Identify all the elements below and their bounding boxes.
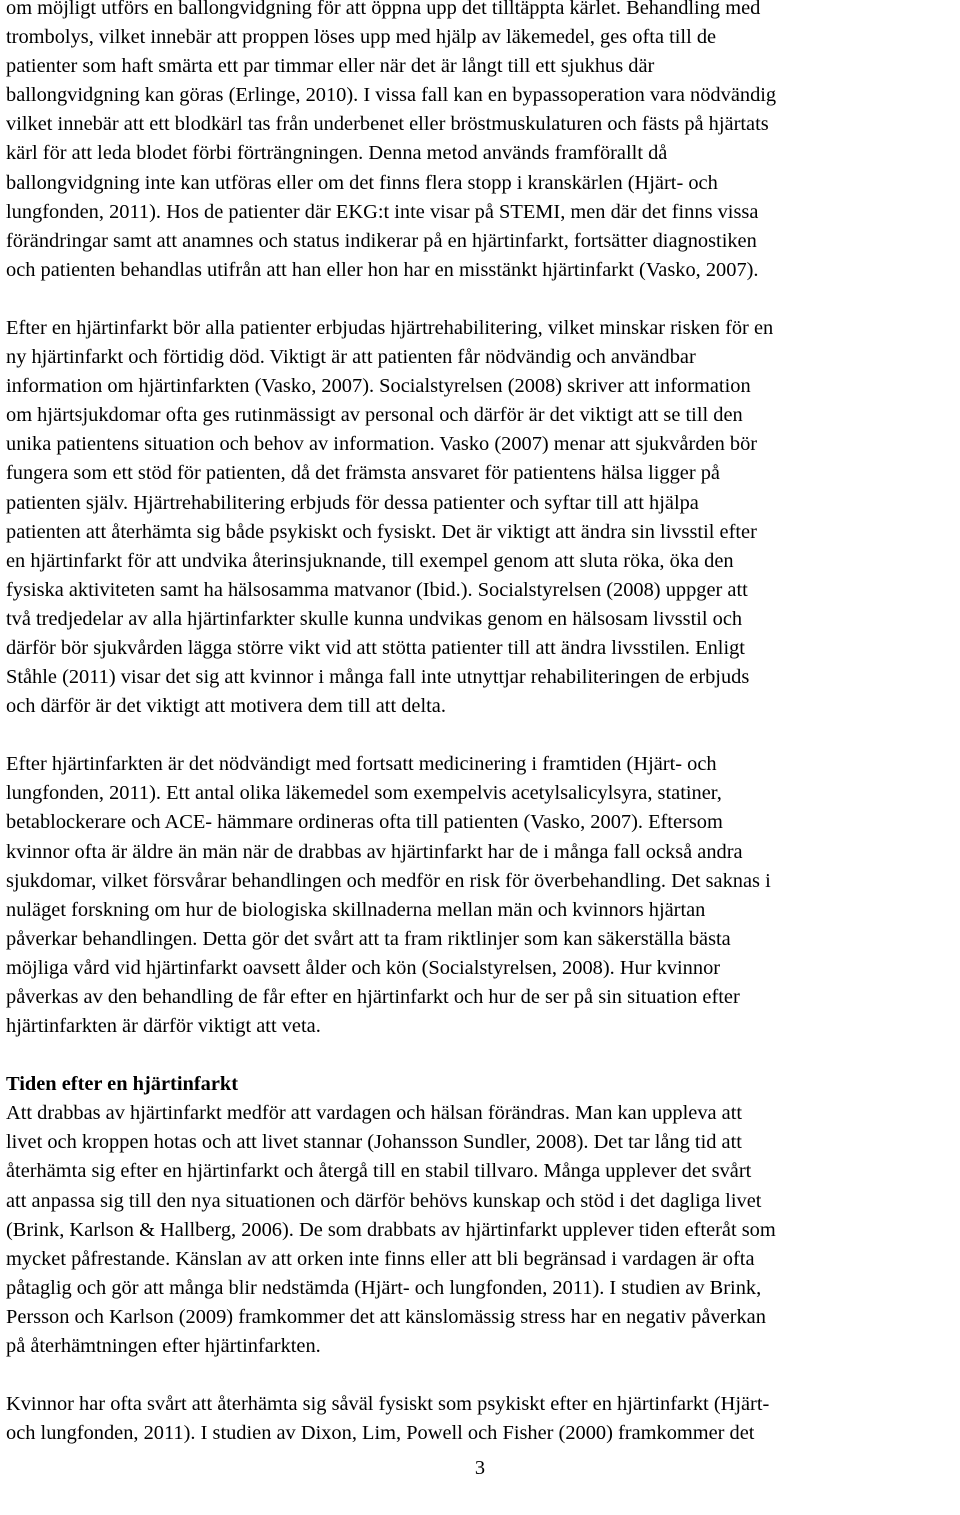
paragraph-spacer: [6, 1361, 956, 1390]
text-line: patienten att återhämta sig både psykiskt och fysiskt. Det är viktigt att ändra sin livsstil efter: [6, 520, 757, 543]
text-line: unika patientens situation och behov av information. Vasko (2007) menar att sjukvården bör: [6, 433, 758, 456]
text-line: Ståhle (2011) visar det sig att kvinnor i många fall inte utnyttjar rehabiliteringen de erbjuds: [6, 666, 750, 689]
text-line: Kvinnor har ofta svårt att återhämta sig såväl fysiskt som psykiskt efter en hjärtinfarkt (Hjärt-: [6, 1393, 770, 1416]
text-line: Efter hjärtinfarkten är det nödvändigt med fortsatt medicinering i framtiden (Hjärt- och: [6, 753, 717, 776]
text-line: nuläget forskning om hur de biologiska skillnaderna mellan män och kvinnors hjärtan: [6, 898, 706, 921]
text-line: trombolys, vilket innebär att proppen löses upp med hjälp av läkemedel, ges ofta till de: [6, 26, 717, 49]
paragraph-medication: [6, 750, 956, 1041]
text-line: vilket innebär att ett blodkärl tas från underbenet eller bröstmuskulaturen och fästs på hjärtats: [6, 113, 769, 136]
text-line: ballongvidgning kan göras (Erlinge, 2010). I vissa fall kan en bypassoperation vara nödvändig: [6, 84, 777, 107]
text-line: förändringar samt att anamnes och status indikerar på en hjärtinfarkt, fortsätter diagnostiken: [6, 229, 757, 252]
text-line: information om hjärtinfarkten (Vasko, 2007). Socialstyrelsen (2008) skriver att information: [6, 375, 751, 398]
page-number: 3: [474, 1457, 486, 1479]
text-line: på återhämtningen efter hjärtinfarkten.: [6, 1335, 321, 1358]
document-page: [6, 0, 956, 1448]
text-line: och lungfonden, 2011). I studien av Dixon, Lim, Powell och Fisher (2000) framkommer det: [6, 1422, 755, 1445]
text-line: lungfonden, 2011). Ett antal olika läkemedel som exempelvis acetylsalicylsyra, statiner,: [6, 782, 722, 805]
text-line: återhämta sig efter en hjärtinfarkt och återgå till en stabil tillvaro. Många upplever det svårt: [6, 1160, 752, 1183]
text-line: patienter som haft smärta ett par timmar eller när det är långt till ett sjukhus där: [6, 55, 655, 78]
paragraph-recovery: [6, 1099, 956, 1361]
section-heading: Tiden efter en hjärtinfarkt: [6, 1073, 239, 1096]
text-line: Att drabbas av hjärtinfarkt medför att vardagen och hälsan förändras. Man kan uppleva att: [6, 1102, 743, 1125]
text-line: Persson och Karlson (2009) framkommer det att känslomässig stress har en negativ påverkan: [6, 1305, 766, 1328]
text-line: en hjärtinfarkt för att undvika återinsjuknande, till exempel genom att sluta röka, öka den: [6, 549, 734, 572]
text-line: fungera som ett stöd för patienten, då det främsta ansvaret för patientens hälsa ligger på: [6, 462, 720, 485]
text-line: betablockerare och ACE- hämmare ordineras ofta till patienten (Vasko, 2007). Eftersom: [6, 811, 723, 834]
text-line: att anpassa sig till den nya situationen och därför behövs kunskap och stöd i det dagliga livet: [6, 1189, 762, 1212]
text-line: (Brink, Karlson & Hallberg, 2006). De som drabbats av hjärtinfarkt upplever tiden efteråt som: [6, 1218, 776, 1241]
text-line: och därför är det viktigt att motivera dem till att delta.: [6, 695, 446, 718]
paragraph-women-recovery: [6, 1390, 956, 1448]
text-line: om hjärtsjukdomar ofta ges rutinmässigt av personal och därför är det viktigt att se till den: [6, 404, 743, 427]
text-line: mycket påfrestande. Känslan av att orken inte finns eller att bli begränsad i vardagen är ofta: [6, 1247, 755, 1270]
paragraph-spacer: [6, 1041, 956, 1070]
text-line: möjliga vård vid hjärtinfarkt oavsett ålder och kön (Socialstyrelsen, 2008). Hur kvinnor: [6, 956, 721, 979]
text-line: om möjligt utförs en ballongvidgning för att öppna upp det tilltäppta kärlet. Behandling med: [6, 0, 761, 19]
text-line: påverkas av den behandling de får efter en hjärtinfarkt och hur de ser på sin situation efter: [6, 986, 740, 1008]
text-line: Efter en hjärtinfarkt bör alla patienter erbjudas hjärtrehabilitering, vilket minskar risken för en: [6, 316, 774, 339]
text-line: livet och kroppen hotas och att livet stannar (Johansson Sundler, 2008). Det tar lång tid att: [6, 1131, 742, 1154]
text-line: därför bör sjukvården lägga större vikt vid att stötta patienter till att ändra livsstilen. Enligt: [6, 636, 745, 659]
text-line: två tredjedelar av alla hjärtinfarkter skulle kunna undvikas genom en hälsosam livsstil och: [6, 607, 743, 630]
text-line: lungfonden, 2011). Hos de patienter där EKG:t inte visar på STEMI, men där det finns vissa: [6, 200, 759, 223]
paragraph-rehabilitation: [6, 314, 956, 721]
text-line: kvinnor ofta är äldre än män när de drabbas av hjärtinfarkt har de i många fall också andra: [6, 840, 743, 863]
paragraph-treatment: [6, 0, 956, 285]
paragraph-spacer: [6, 285, 956, 314]
text-line: fysiska aktiviteten samt ha hälsosamma matvanor (Ibid.). Socialstyrelsen (2008) uppger att: [6, 578, 748, 601]
text-line: och patienten behandlas utifrån att han eller hon har en misstänkt hjärtinfarkt (Vasko, 2007).: [6, 258, 759, 281]
text-line: hjärtinfarkten är därför viktigt att veta.: [6, 1015, 321, 1038]
text-line: ny hjärtinfarkt och förtidig död. Viktigt är att patienten får nödvändig och användbar: [6, 346, 696, 369]
text-line: ballongvidgning inte kan utföras eller om det finns flera stopp i kranskärlen (Hjärt- och: [6, 171, 718, 194]
text-line: påverkar behandlingen. Detta gör det svårt att ta fram riktlinjer som kan säkerställa bästa: [6, 927, 731, 950]
paragraph-spacer: [6, 721, 956, 750]
text-line: kärl för att leda blodet förbi förträngningen. Denna metod används framförallt då: [6, 142, 668, 165]
text-line: påtaglig och gör att många blir nedstämda (Hjärt- och lungfonden, 2011). I studien av Brink,: [6, 1276, 762, 1299]
text-line: sjukdomar, vilket försvårar behandlingen och medför en risk för överbehandling. Det saknas i: [6, 869, 771, 892]
text-line: patienten själv. Hjärtrehabilitering erbjuds för dessa patienter och syftar till att hjälpa: [6, 491, 699, 514]
